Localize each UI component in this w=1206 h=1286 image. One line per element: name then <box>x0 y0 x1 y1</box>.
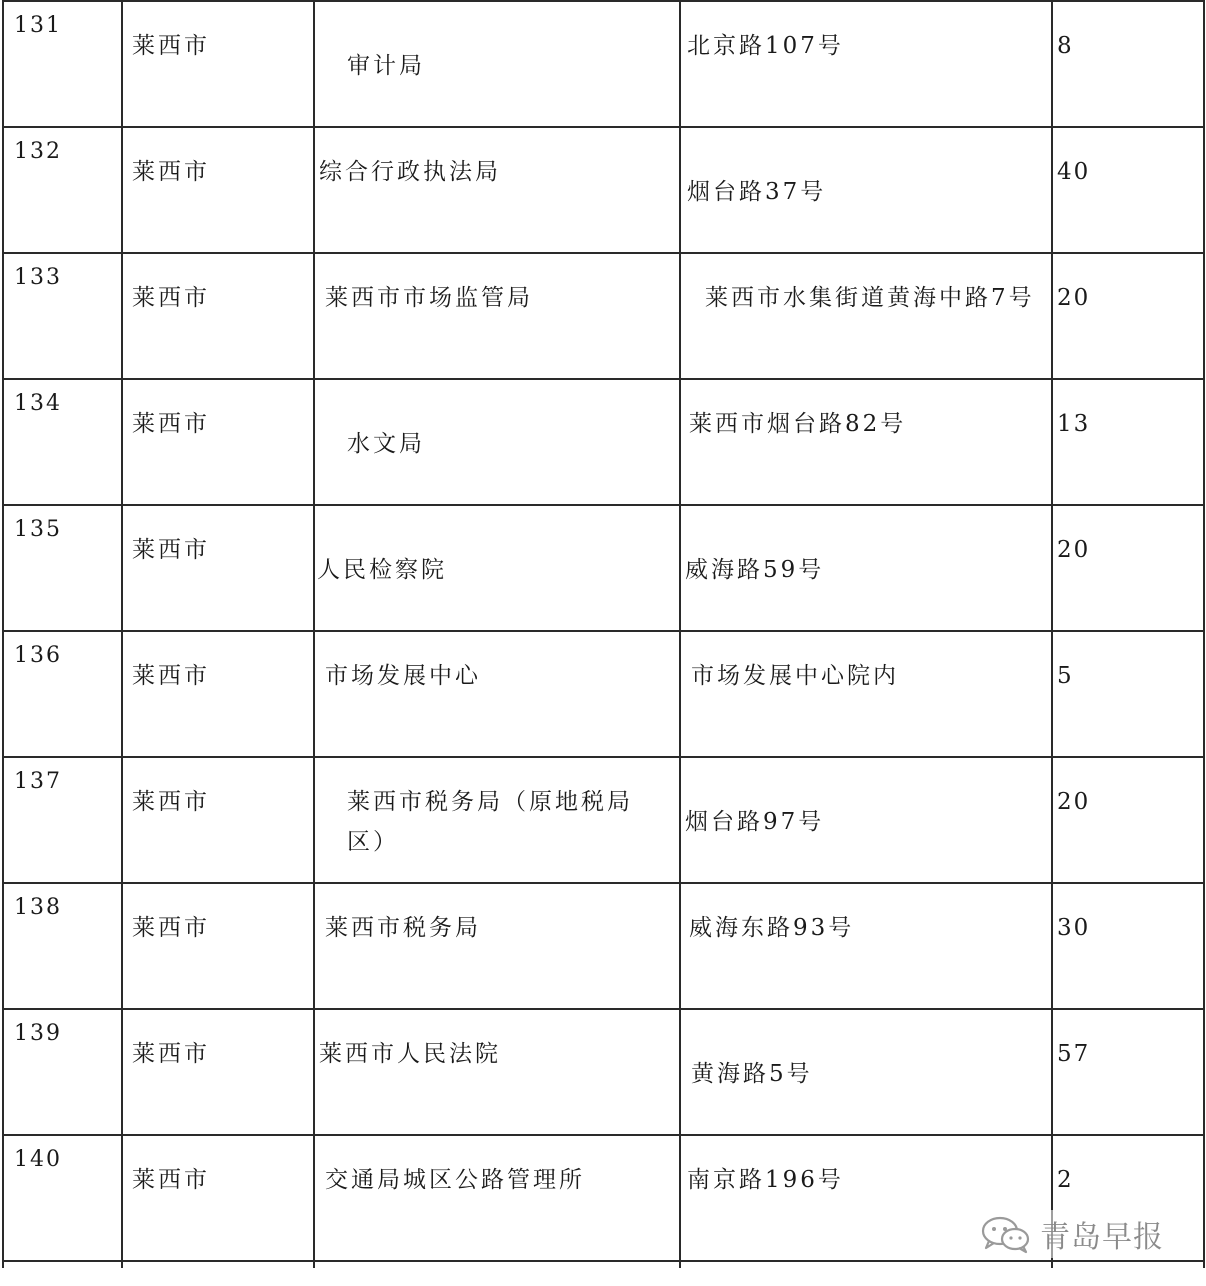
city-cell: 莱西市 <box>122 757 314 883</box>
address-text: 莱西市水集街道黄海中路7号 <box>705 285 1035 311</box>
unit-cell: 莱西市税务局 <box>314 883 680 1009</box>
count-cell: 13 <box>1052 379 1204 505</box>
table-row <box>3 1009 1204 1135</box>
count-cell: 8 <box>1052 1 1204 127</box>
city-cell: 莱西市 <box>122 1009 314 1135</box>
row-number-cell: 138 <box>3 883 122 1009</box>
count-cell: 20 <box>1052 757 1204 883</box>
unit-cell: 交通局城区公路管理所 <box>314 1135 680 1261</box>
unit-text: 莱西市税务局（原地税局区） <box>347 789 633 855</box>
row-number-cell: 140 <box>3 1135 122 1261</box>
watermark-text: 青岛早报 <box>1040 1220 1164 1255</box>
table-row <box>3 379 1204 505</box>
unit-cell: 人民检察院 <box>314 505 680 631</box>
count-cell: 57 <box>1052 1009 1204 1135</box>
row-number-cell: 139 <box>3 1009 122 1135</box>
table-row <box>3 1 1204 127</box>
count-cell: 20 <box>1052 505 1204 631</box>
row-number-cell: 137 <box>3 757 122 883</box>
table-row <box>3 505 1204 631</box>
count-cell: 40 <box>1052 127 1204 253</box>
row-number-cell <box>3 1261 122 1268</box>
address-cell: 黄海路5号 <box>680 1009 1052 1135</box>
wechat-icon <box>980 1214 1032 1254</box>
count-cell <box>1052 1261 1204 1268</box>
count-cell: 20 <box>1052 253 1204 379</box>
row-number-cell: 132 <box>3 127 122 253</box>
city-cell: 莱西市 <box>122 253 314 379</box>
row-number-cell: 135 <box>3 505 122 631</box>
city-cell: 莱西市 <box>122 379 314 505</box>
count-cell: 2 <box>1052 1135 1204 1261</box>
unit-cell: 水文局 <box>314 379 680 505</box>
count-cell: 30 <box>1052 883 1204 1009</box>
parking-table <box>2 0 1205 1268</box>
address-cell: 南京路196号 <box>680 1135 1052 1261</box>
unit-cell: 莱西市市场监管局 <box>314 253 680 379</box>
unit-cell <box>314 757 680 883</box>
city-cell <box>122 1261 314 1268</box>
row-number-cell: 136 <box>3 631 122 757</box>
row-number-cell: 134 <box>3 379 122 505</box>
table-row-partial <box>3 1261 1204 1268</box>
table-row <box>3 253 1204 379</box>
city-cell: 莱西市 <box>122 883 314 1009</box>
table-row <box>3 883 1204 1009</box>
table-row <box>3 631 1204 757</box>
city-cell: 莱西市 <box>122 505 314 631</box>
city-cell: 莱西市 <box>122 127 314 253</box>
row-number-cell: 131 <box>3 1 122 127</box>
unit-cell <box>314 1261 680 1268</box>
city-cell: 莱西市 <box>122 1 314 127</box>
unit-cell: 市场发展中心 <box>314 631 680 757</box>
watermark <box>976 1210 1168 1258</box>
count-cell: 5 <box>1052 631 1204 757</box>
address-cell: 威海东路93号 <box>680 883 1052 1009</box>
unit-cell: 审计局 <box>314 1 680 127</box>
city-cell: 莱西市 <box>122 631 314 757</box>
address-cell: 北京路107号 <box>680 1 1052 127</box>
table-row <box>3 757 1204 883</box>
address-cell: 威海路59号 <box>680 505 1052 631</box>
row-number-cell: 133 <box>3 253 122 379</box>
address-cell <box>680 1261 1052 1268</box>
unit-cell: 莱西市人民法院 <box>314 1009 680 1135</box>
unit-cell: 综合行政执法局 <box>314 127 680 253</box>
address-cell: 莱西市烟台路82号 <box>680 379 1052 505</box>
address-cell: 市场发展中心院内 <box>680 631 1052 757</box>
address-cell <box>680 253 1052 379</box>
city-cell: 莱西市 <box>122 1135 314 1261</box>
address-cell: 烟台路37号 <box>680 127 1052 253</box>
table-row <box>3 127 1204 253</box>
address-cell: 烟台路97号 <box>680 757 1052 883</box>
